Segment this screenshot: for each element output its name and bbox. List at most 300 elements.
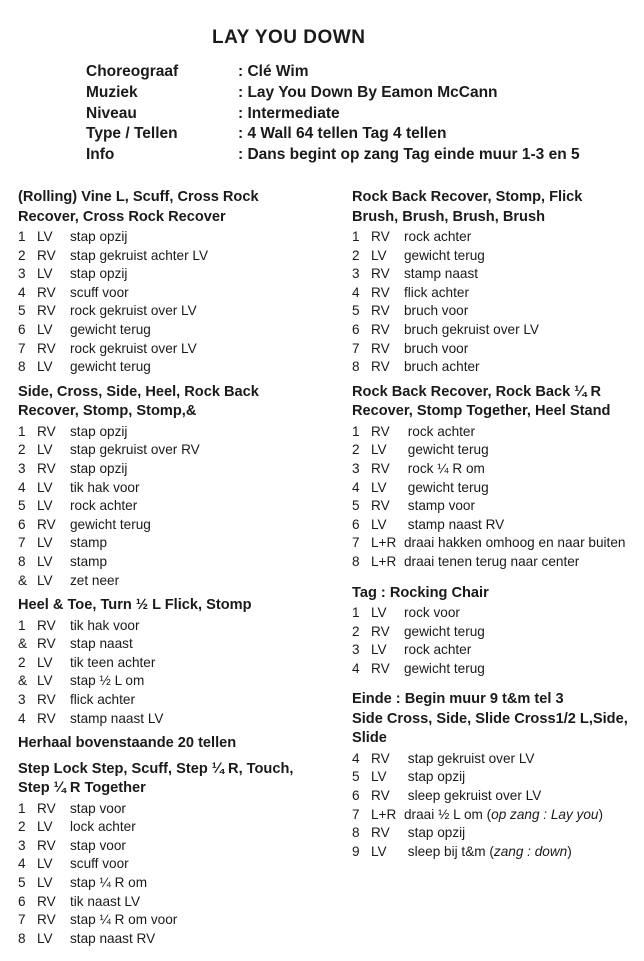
step-text: stamp bbox=[70, 553, 108, 569]
step-row bbox=[18, 340, 328, 359]
step-count: 8 bbox=[18, 930, 26, 946]
step-text: stap opzij bbox=[70, 266, 128, 282]
step-row bbox=[352, 423, 642, 442]
step-foot: RV bbox=[371, 340, 390, 356]
step-foot: RV bbox=[371, 423, 390, 439]
step-foot: RV bbox=[37, 636, 56, 652]
step-row bbox=[352, 265, 642, 284]
step-description bbox=[70, 441, 328, 460]
meta-label: Choreograaf bbox=[86, 63, 179, 80]
step-text: rock achter bbox=[404, 229, 472, 244]
step-count: 1 bbox=[352, 423, 360, 439]
step-count: & bbox=[18, 636, 28, 652]
step-row bbox=[18, 247, 328, 266]
step-row bbox=[18, 911, 328, 930]
step-text: gewicht terug bbox=[70, 321, 151, 337]
step-row bbox=[352, 441, 642, 460]
step-row bbox=[18, 800, 328, 819]
step-foot: L+R bbox=[371, 535, 397, 551]
step-text: stamp voor bbox=[404, 498, 476, 514]
section-title: Step Lock Step, Scuff, Step ¼ R, Touch, Step ¼ R Together bbox=[18, 760, 294, 797]
step-row bbox=[352, 284, 642, 303]
step-foot: RV bbox=[371, 788, 390, 804]
step-text: tik naast LV bbox=[70, 893, 141, 909]
step-count: 3 bbox=[352, 642, 360, 658]
step-foot: RV bbox=[37, 617, 56, 633]
step-text: rock achter bbox=[70, 498, 138, 514]
step-row bbox=[352, 460, 642, 479]
section-title: Tag : Rocking Chair bbox=[352, 584, 489, 601]
step-row bbox=[352, 806, 642, 825]
step-text: rock voor bbox=[404, 605, 460, 620]
meta-row-level bbox=[86, 104, 580, 125]
step-count: 4 bbox=[352, 479, 360, 495]
step-count: 7 bbox=[352, 806, 360, 822]
step-foot: RV bbox=[37, 247, 56, 263]
step-text: tik teen achter bbox=[70, 654, 156, 670]
step-text: stap opzij bbox=[404, 825, 466, 841]
step-description bbox=[70, 654, 328, 673]
section-rock-back-brush bbox=[352, 188, 642, 377]
step-list bbox=[18, 228, 328, 377]
step-description bbox=[70, 710, 328, 729]
step-row bbox=[352, 479, 642, 498]
step-count: 7 bbox=[18, 912, 26, 928]
step-row bbox=[352, 302, 642, 321]
step-text: stap ¼ R om voor bbox=[70, 912, 178, 928]
step-foot: LV bbox=[371, 479, 387, 495]
step-row bbox=[18, 423, 328, 442]
step-description bbox=[70, 572, 328, 591]
step-description bbox=[404, 441, 642, 460]
section-step-lock-step bbox=[18, 760, 328, 949]
step-count: 6 bbox=[18, 516, 26, 532]
step-text: rock achter bbox=[404, 423, 476, 439]
step-foot: RV bbox=[371, 284, 390, 300]
step-count: 8 bbox=[352, 359, 360, 375]
step-description bbox=[404, 623, 642, 642]
step-description bbox=[70, 228, 328, 247]
step-foot: RV bbox=[371, 266, 390, 282]
step-count: 8 bbox=[352, 825, 360, 841]
step-row bbox=[352, 340, 642, 359]
step-description bbox=[404, 247, 642, 266]
step-count: 2 bbox=[352, 442, 360, 458]
step-foot: RV bbox=[37, 800, 56, 816]
step-foot: LV bbox=[37, 498, 53, 514]
step-foot: LV bbox=[37, 535, 53, 551]
section-vine-scuff-cross-rock bbox=[18, 188, 328, 377]
step-description bbox=[404, 228, 642, 247]
step-description bbox=[70, 358, 328, 377]
step-foot: RV bbox=[37, 691, 56, 707]
step-description bbox=[404, 553, 642, 572]
step-count: 4 bbox=[352, 660, 360, 676]
step-foot: RV bbox=[371, 750, 390, 766]
meta-label: Niveau bbox=[86, 104, 137, 122]
step-description bbox=[404, 641, 642, 660]
step-description bbox=[404, 843, 642, 862]
step-text: stap opzij bbox=[404, 769, 466, 785]
step-row bbox=[352, 824, 642, 843]
step-count: 4 bbox=[18, 856, 26, 872]
step-description bbox=[404, 479, 642, 498]
section-heel-toe-turn bbox=[18, 596, 328, 728]
step-description bbox=[70, 516, 328, 535]
step-row bbox=[18, 497, 328, 516]
step-count: 1 bbox=[18, 617, 26, 633]
step-foot: RV bbox=[37, 710, 56, 726]
step-count: 3 bbox=[18, 691, 26, 707]
step-list bbox=[352, 228, 642, 377]
step-text: stamp naast RV bbox=[404, 516, 505, 532]
step-foot: RV bbox=[37, 303, 56, 319]
step-count: 5 bbox=[352, 498, 360, 514]
step-text: stap naast bbox=[70, 636, 133, 652]
meta-row-music bbox=[86, 83, 580, 104]
step-foot: RV bbox=[37, 893, 56, 909]
step-foot: LV bbox=[371, 442, 387, 458]
step-description bbox=[70, 302, 328, 321]
step-count: 5 bbox=[352, 769, 360, 785]
step-foot: LV bbox=[37, 229, 53, 244]
section-ending bbox=[352, 690, 642, 861]
step-text: gewicht terug bbox=[404, 247, 485, 263]
step-row bbox=[18, 460, 328, 479]
meta-value: : Lay You Down By Eamon McCann bbox=[238, 83, 498, 101]
step-row bbox=[18, 874, 328, 893]
meta-value: : Intermediate bbox=[238, 104, 340, 122]
step-text: stamp naast LV bbox=[70, 710, 164, 726]
step-foot: RV bbox=[37, 340, 56, 356]
step-text: zet neer bbox=[70, 572, 120, 588]
step-row bbox=[18, 441, 328, 460]
step-count: 3 bbox=[18, 460, 26, 476]
step-count: 3 bbox=[18, 266, 26, 282]
step-description bbox=[404, 660, 642, 679]
step-text: gewicht terug bbox=[70, 516, 151, 532]
step-row bbox=[352, 228, 642, 247]
step-row bbox=[18, 818, 328, 837]
step-description bbox=[70, 874, 328, 893]
section-side-cross-side-heel bbox=[18, 383, 328, 590]
step-foot: RV bbox=[37, 516, 56, 532]
step-count: 4 bbox=[18, 284, 26, 300]
step-row bbox=[18, 691, 328, 710]
step-count: 8 bbox=[352, 553, 360, 569]
step-row bbox=[352, 750, 642, 769]
meta-row-choreographer bbox=[86, 62, 580, 83]
step-text: draai tenen terug naar center bbox=[404, 553, 580, 569]
repeat-note: Herhaal bovenstaande 20 tellen bbox=[18, 735, 237, 752]
step-count: 8 bbox=[18, 553, 26, 569]
meta-label: Muziek bbox=[86, 83, 138, 101]
step-text: bruch voor bbox=[404, 340, 469, 356]
step-text: flick achter bbox=[70, 691, 135, 707]
step-foot: RV bbox=[371, 825, 390, 841]
step-foot: LV bbox=[37, 266, 53, 282]
step-foot: RV bbox=[37, 460, 56, 476]
step-text: gewicht terug bbox=[404, 660, 485, 676]
step-description bbox=[70, 930, 328, 949]
section-rock-back-heel-stand bbox=[352, 383, 642, 572]
step-note-close: ) bbox=[598, 806, 603, 822]
step-description bbox=[70, 911, 328, 930]
step-description bbox=[404, 340, 642, 359]
step-text: stap naast RV bbox=[70, 930, 156, 946]
step-text: gewicht terug bbox=[404, 623, 485, 639]
step-text: draai hakken omhoog en naar buiten bbox=[404, 535, 626, 551]
step-foot: LV bbox=[37, 819, 53, 835]
step-note-close: ) bbox=[567, 843, 572, 859]
step-description bbox=[404, 302, 642, 321]
step-text: stap voor bbox=[70, 837, 126, 853]
step-row bbox=[18, 358, 328, 377]
step-text: stamp bbox=[70, 535, 108, 551]
step-text: stap gekruist achter LV bbox=[70, 247, 209, 263]
step-description bbox=[70, 855, 328, 874]
step-text: gewicht terug bbox=[70, 359, 151, 375]
step-foot: LV bbox=[37, 930, 53, 946]
step-count: 2 bbox=[352, 623, 360, 639]
dance-title: LAY YOU DOWN bbox=[212, 27, 366, 48]
step-list bbox=[352, 604, 642, 678]
step-count: 3 bbox=[352, 266, 360, 282]
step-row bbox=[352, 843, 642, 862]
step-row bbox=[18, 893, 328, 912]
step-foot: L+R bbox=[371, 806, 397, 822]
step-list bbox=[352, 750, 642, 862]
step-row bbox=[18, 930, 328, 949]
step-description bbox=[404, 768, 642, 787]
step-count: 4 bbox=[18, 479, 26, 495]
step-count: 6 bbox=[352, 516, 360, 532]
step-description bbox=[70, 691, 328, 710]
step-count: 5 bbox=[352, 303, 360, 319]
step-row bbox=[18, 228, 328, 247]
step-description bbox=[404, 516, 642, 535]
step-foot: LV bbox=[371, 769, 387, 785]
step-count: 4 bbox=[352, 750, 360, 766]
step-foot: LV bbox=[371, 642, 387, 658]
step-row bbox=[352, 768, 642, 787]
section-title: Heel & Toe, Turn ½ L Flick, Stomp bbox=[18, 597, 252, 614]
step-foot: L+R bbox=[371, 553, 397, 569]
step-text: stap opzij bbox=[70, 460, 128, 476]
step-foot: RV bbox=[371, 229, 390, 244]
step-count: 1 bbox=[18, 800, 26, 816]
step-row bbox=[18, 321, 328, 340]
step-count: 5 bbox=[18, 303, 26, 319]
section-title: Rock Back Recover, Stomp, Flick Brush, Brush, Brush, Brush bbox=[352, 189, 583, 225]
step-row bbox=[18, 672, 328, 691]
step-text: tik hak voor bbox=[70, 479, 140, 495]
step-row bbox=[18, 553, 328, 572]
step-text: stap ¼ R om bbox=[70, 875, 148, 891]
step-row bbox=[352, 497, 642, 516]
step-foot: LV bbox=[37, 654, 53, 670]
step-description bbox=[70, 617, 328, 636]
step-description bbox=[70, 247, 328, 266]
step-description bbox=[404, 423, 642, 442]
step-row bbox=[352, 553, 642, 572]
step-row bbox=[352, 623, 642, 642]
step-foot: RV bbox=[37, 837, 56, 853]
step-foot: LV bbox=[37, 572, 53, 588]
step-text: gewicht terug bbox=[404, 479, 489, 495]
step-count: & bbox=[18, 673, 28, 689]
step-foot: LV bbox=[37, 856, 53, 872]
step-row bbox=[352, 604, 642, 623]
step-count: 5 bbox=[18, 498, 26, 514]
step-row bbox=[18, 710, 328, 729]
meta-row-type bbox=[86, 124, 580, 145]
step-description bbox=[404, 824, 642, 843]
step-text: stap voor bbox=[70, 800, 126, 816]
step-count: 6 bbox=[352, 788, 360, 804]
step-row bbox=[352, 358, 642, 377]
section-title: Rock Back Recover, Rock Back ¼ R Recover, Stomp Together, Heel Stand bbox=[352, 383, 611, 420]
step-foot: LV bbox=[37, 479, 53, 495]
step-count: 5 bbox=[18, 875, 26, 891]
step-text: scuff voor bbox=[70, 284, 129, 300]
step-description bbox=[70, 818, 328, 837]
step-description bbox=[70, 497, 328, 516]
step-note: op zang : Lay you bbox=[491, 806, 599, 822]
step-text: rock achter bbox=[404, 642, 472, 658]
step-description bbox=[70, 672, 328, 691]
step-row bbox=[18, 516, 328, 535]
left-column bbox=[18, 188, 328, 948]
meta-value: : Dans begint op zang Tag einde muur 1-3 en 5 bbox=[238, 146, 580, 164]
step-description bbox=[70, 321, 328, 340]
step-foot: LV bbox=[37, 442, 53, 458]
section-title: Einde : Begin muur 9 t&m tel 3 Side Cross, Side, Slide Cross1/2 L,Side, Slide bbox=[352, 691, 628, 747]
step-row bbox=[18, 855, 328, 874]
step-count: 2 bbox=[18, 819, 26, 835]
step-foot: LV bbox=[371, 516, 387, 532]
step-foot: LV bbox=[37, 553, 53, 569]
step-foot: RV bbox=[37, 912, 56, 928]
right-column bbox=[352, 188, 642, 861]
step-foot: RV bbox=[37, 284, 56, 300]
step-description bbox=[404, 284, 642, 303]
step-list bbox=[18, 423, 328, 590]
meta-value: : Clé Wim bbox=[238, 63, 309, 80]
step-description bbox=[404, 534, 642, 553]
step-foot: LV bbox=[371, 605, 387, 620]
step-count: 3 bbox=[18, 837, 26, 853]
step-count: 7 bbox=[18, 340, 26, 356]
meta-row-info bbox=[86, 145, 580, 166]
step-description bbox=[404, 265, 642, 284]
step-description bbox=[70, 340, 328, 359]
step-foot: LV bbox=[371, 843, 387, 859]
step-foot: LV bbox=[371, 247, 387, 263]
step-text: rock gekruist over LV bbox=[70, 303, 197, 319]
step-foot: RV bbox=[371, 660, 390, 676]
step-row bbox=[18, 635, 328, 654]
step-row bbox=[352, 247, 642, 266]
step-description bbox=[70, 479, 328, 498]
meta-label: Type / Tellen bbox=[86, 125, 178, 143]
step-foot: LV bbox=[37, 359, 53, 375]
step-description bbox=[70, 553, 328, 572]
step-count: 1 bbox=[352, 605, 360, 620]
step-foot: LV bbox=[37, 673, 53, 689]
step-row bbox=[352, 660, 642, 679]
step-row bbox=[18, 572, 328, 591]
step-text: sleep gekruist over LV bbox=[404, 788, 542, 804]
step-list bbox=[352, 423, 642, 572]
step-description bbox=[404, 358, 642, 377]
step-row bbox=[352, 516, 642, 535]
step-row bbox=[352, 641, 642, 660]
step-list bbox=[18, 617, 328, 729]
dance-info-block bbox=[86, 62, 580, 166]
step-text: stap gekruist over LV bbox=[404, 750, 535, 766]
step-row bbox=[18, 479, 328, 498]
step-count: 1 bbox=[18, 229, 26, 244]
step-text: rock ¼ R om bbox=[404, 460, 485, 476]
step-row bbox=[18, 534, 328, 553]
step-text: draai ½ L om ( bbox=[404, 806, 492, 822]
step-foot: RV bbox=[371, 321, 390, 337]
step-text: stap opzij bbox=[70, 229, 128, 244]
step-count: 1 bbox=[18, 423, 26, 439]
step-text: stap gekruist over RV bbox=[70, 442, 200, 458]
step-count: & bbox=[18, 572, 28, 588]
step-count: 2 bbox=[18, 654, 26, 670]
step-text: lock achter bbox=[70, 819, 136, 835]
step-count: 3 bbox=[352, 460, 360, 476]
step-description bbox=[70, 460, 328, 479]
step-text: gewicht terug bbox=[404, 442, 489, 458]
step-list bbox=[18, 800, 328, 949]
step-text: bruch achter bbox=[404, 359, 480, 375]
step-count: 9 bbox=[352, 843, 360, 859]
meta-value: : 4 Wall 64 tellen Tag 4 tellen bbox=[238, 125, 447, 143]
step-foot: RV bbox=[371, 498, 390, 514]
step-row bbox=[352, 321, 642, 340]
step-count: 1 bbox=[352, 229, 360, 244]
step-count: 4 bbox=[18, 710, 26, 726]
step-row bbox=[18, 284, 328, 303]
step-text: stamp naast bbox=[404, 266, 479, 282]
step-description bbox=[404, 750, 642, 769]
step-foot: RV bbox=[371, 303, 390, 319]
step-foot: LV bbox=[37, 875, 53, 891]
step-count: 8 bbox=[18, 359, 26, 375]
step-count: 2 bbox=[18, 442, 26, 458]
step-description bbox=[70, 893, 328, 912]
step-row bbox=[18, 265, 328, 284]
step-foot: RV bbox=[371, 623, 390, 639]
step-row bbox=[352, 534, 642, 553]
step-text: tik hak voor bbox=[70, 617, 140, 633]
meta-label: Info bbox=[86, 146, 115, 164]
step-text: rock gekruist over LV bbox=[70, 340, 197, 356]
step-count: 6 bbox=[352, 321, 360, 337]
step-description bbox=[404, 460, 642, 479]
section-title: (Rolling) Vine L, Scuff, Cross Rock Recover, Cross Rock Recover bbox=[18, 189, 259, 225]
section-title: Side, Cross, Side, Heel, Rock Back Recover, Stomp, Stomp,& bbox=[18, 383, 259, 420]
step-count: 2 bbox=[352, 247, 360, 263]
step-description bbox=[70, 284, 328, 303]
step-count: 6 bbox=[18, 321, 26, 337]
step-description bbox=[404, 787, 642, 806]
step-description bbox=[404, 321, 642, 340]
